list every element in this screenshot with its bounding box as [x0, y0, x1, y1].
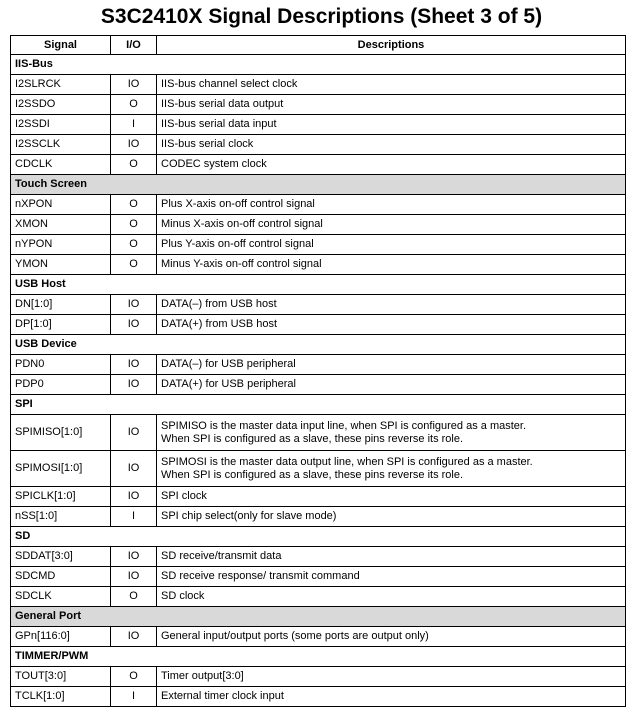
signal-cell: SDDAT[3:0]: [11, 547, 111, 567]
description-cell: [157, 75, 626, 95]
signal-cell: SPICLK[1:0]: [11, 487, 111, 507]
description-line: Minus X-axis on-off control signal: [161, 218, 323, 230]
description-line: CODEC system clock: [161, 158, 267, 170]
description-line: DATA(–) from USB host: [161, 298, 277, 310]
io-cell: IO: [111, 487, 157, 507]
table-row: [11, 667, 626, 687]
description-cell: [157, 315, 626, 335]
table-row: [11, 115, 626, 135]
group-row: [11, 395, 626, 415]
description-line: IIS-bus serial data input: [161, 118, 277, 130]
group-row: [11, 275, 626, 295]
table-row: [11, 547, 626, 567]
description-cell: [157, 355, 626, 375]
signal-cell: XMON: [11, 215, 111, 235]
description-line: SD receive/transmit data: [161, 550, 282, 562]
group-title: SD: [11, 527, 626, 547]
description-line: SPIMOSI is the master data output line, when SPI is configured as a master.: [161, 455, 533, 468]
table-row: [11, 135, 626, 155]
description-cell: [157, 255, 626, 275]
table-row: [11, 215, 626, 235]
description-line: IIS-bus serial data output: [161, 98, 284, 110]
description-line: When SPI is configured as a slave, these pins reverse its role.: [161, 468, 464, 481]
description-line: DATA(+) from USB host: [161, 318, 278, 330]
io-cell: IO: [111, 451, 157, 487]
io-cell: I: [111, 687, 157, 707]
io-cell: O: [111, 155, 157, 175]
io-cell: O: [111, 215, 157, 235]
description-cell: [157, 587, 626, 607]
group-title: IIS-Bus: [11, 55, 626, 75]
description-cell: [157, 95, 626, 115]
description-cell: [157, 195, 626, 215]
description-line: IIS-bus channel select clock: [161, 78, 298, 90]
signal-cell: TCLK[1:0]: [11, 687, 111, 707]
table-row: [11, 567, 626, 587]
description-cell: [157, 295, 626, 315]
description-line: SPIMISO is the master data input line, when SPI is configured as a master.: [161, 419, 527, 432]
description-line: Minus Y-axis on-off control signal: [161, 258, 322, 270]
group-title: SPI: [11, 395, 626, 415]
description-cell: [157, 567, 626, 587]
signal-cell: DP[1:0]: [11, 315, 111, 335]
io-cell: IO: [111, 315, 157, 335]
group-row: [11, 647, 626, 667]
table-row: [11, 235, 626, 255]
signal-cell: I2SSDI: [11, 115, 111, 135]
description-line: External timer clock input: [161, 690, 284, 702]
io-cell: IO: [111, 627, 157, 647]
description-line: DATA(–) for USB peripheral: [161, 358, 296, 370]
signal-cell: SPIMISO[1:0]: [11, 415, 111, 451]
table-row: [11, 507, 626, 527]
io-cell: O: [111, 255, 157, 275]
description-cell: [157, 115, 626, 135]
column-header-descriptions: Descriptions: [157, 36, 626, 55]
io-cell: O: [111, 587, 157, 607]
page-title: S3C2410X Signal Descriptions (Sheet 3 of 5): [100, 5, 543, 28]
description-cell: [157, 507, 626, 527]
io-cell: IO: [111, 415, 157, 451]
description-cell: [157, 487, 626, 507]
group-row: [11, 55, 626, 75]
signal-cell: PDP0: [11, 375, 111, 395]
description-cell: [157, 235, 626, 255]
signal-table: [10, 35, 626, 707]
description-line: SD receive response/ transmit command: [161, 570, 360, 582]
description-cell: [157, 375, 626, 395]
signal-cell: SDCLK: [11, 587, 111, 607]
group-row: [11, 607, 626, 627]
io-cell: IO: [111, 135, 157, 155]
group-title: USB Device: [11, 335, 626, 355]
table-header-row: [11, 36, 626, 55]
table-row: [11, 295, 626, 315]
signal-cell: nSS[1:0]: [11, 507, 111, 527]
group-row: [11, 335, 626, 355]
signal-cell: CDCLK: [11, 155, 111, 175]
group-row: [11, 527, 626, 547]
io-cell: O: [111, 95, 157, 115]
io-cell: O: [111, 195, 157, 215]
description-cell: [157, 155, 626, 175]
signal-cell: GPn[116:0]: [11, 627, 111, 647]
signal-cell: SPIMOSI[1:0]: [11, 451, 111, 487]
io-cell: I: [111, 115, 157, 135]
description-line: IIS-bus serial clock: [161, 138, 254, 150]
io-cell: O: [111, 667, 157, 687]
io-cell: IO: [111, 567, 157, 587]
table-row: [11, 587, 626, 607]
signal-cell: I2SSDO: [11, 95, 111, 115]
description-cell: [157, 687, 626, 707]
io-cell: IO: [111, 75, 157, 95]
description-line: DATA(+) for USB peripheral: [161, 378, 296, 390]
description-cell: [157, 135, 626, 155]
group-row: [11, 175, 626, 195]
description-line: Plus X-axis on-off control signal: [161, 198, 315, 210]
signal-cell: PDN0: [11, 355, 111, 375]
description-cell: [157, 627, 626, 647]
table-row: [11, 195, 626, 215]
description-line: Timer output[3:0]: [161, 670, 244, 682]
group-title: USB Host: [11, 275, 626, 295]
description-cell: [157, 667, 626, 687]
table-row: [11, 627, 626, 647]
io-cell: IO: [111, 295, 157, 315]
signal-cell: nYPON: [11, 235, 111, 255]
table-row: [11, 355, 626, 375]
table-row: [11, 155, 626, 175]
table-row: [11, 75, 626, 95]
description-cell: [157, 547, 626, 567]
signal-cell: YMON: [11, 255, 111, 275]
description-line: SPI chip select(only for slave mode): [161, 510, 337, 522]
description-line: When SPI is configured as a slave, these pins reverse its role.: [161, 432, 464, 445]
description-cell: [157, 415, 626, 451]
io-cell: IO: [111, 355, 157, 375]
description-line: SPI clock: [161, 490, 207, 502]
signal-cell: SDCMD: [11, 567, 111, 587]
table-row: [11, 255, 626, 275]
io-cell: O: [111, 235, 157, 255]
table-body: [11, 55, 626, 707]
group-title: Touch Screen: [11, 175, 626, 195]
group-title: TIMMER/PWM: [11, 647, 626, 667]
signal-cell: TOUT[3:0]: [11, 667, 111, 687]
group-title: General Port: [11, 607, 626, 627]
column-header-signal: Signal: [11, 36, 111, 55]
signal-cell: nXPON: [11, 195, 111, 215]
signal-cell: DN[1:0]: [11, 295, 111, 315]
description-line: Plus Y-axis on-off control signal: [161, 238, 314, 250]
table-row: [11, 487, 626, 507]
table-row: [11, 375, 626, 395]
table-row: [11, 687, 626, 707]
column-header-io: I/O: [111, 36, 157, 55]
io-cell: IO: [111, 547, 157, 567]
signal-cell: I2SSCLK: [11, 135, 111, 155]
io-cell: I: [111, 507, 157, 527]
table-row: [11, 451, 626, 487]
description-cell: [157, 451, 626, 487]
table-row: [11, 315, 626, 335]
description-line: General input/output ports (some ports are output only): [161, 630, 429, 642]
signal-cell: I2SLRCK: [11, 75, 111, 95]
io-cell: IO: [111, 375, 157, 395]
table-row: [11, 415, 626, 451]
description-cell: [157, 215, 626, 235]
table-row: [11, 95, 626, 115]
description-line: SD clock: [161, 590, 205, 602]
